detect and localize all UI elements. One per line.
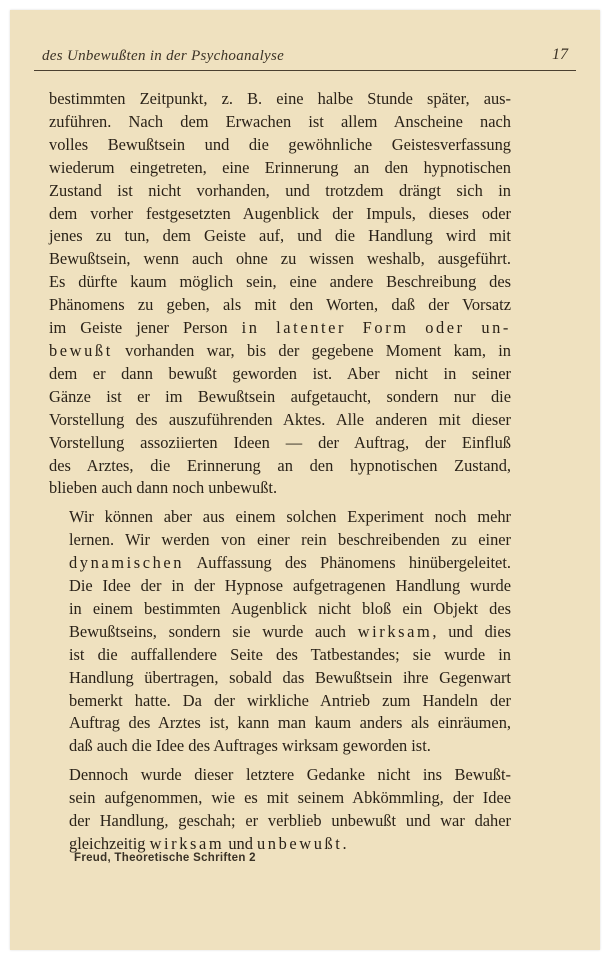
text-line — [49, 552, 511, 575]
text-segment: und — [224, 834, 257, 853]
text-segment: bemerkt hatte. Da der wirkliche Antrieb zum Handeln der — [69, 690, 511, 710]
text-line — [49, 644, 511, 667]
text-line — [49, 598, 511, 621]
text-segment: volles Bewußtsein und die gewöhnliche Geistesverfassung — [49, 134, 511, 154]
book-page — [10, 10, 600, 950]
text-segment: blieben auch dann noch unbewußt. — [49, 478, 278, 498]
text-segment: gleichzeitig — [69, 834, 150, 853]
text-segment: Phänomens zu geben, als mit den Worten, daß der Vorsatz — [49, 295, 511, 315]
text-line — [49, 506, 511, 529]
text-segment: in einem bestimmten Augenblick nicht bloß ein Objekt des — [69, 598, 511, 618]
text-segment: wiederum eingetreten, eine Erinnerung an den hypnotischen — [49, 157, 511, 177]
body-text — [49, 88, 511, 856]
text-segment: bestimmten Zeitpunkt, z. B. eine halbe Stunde später, aus- — [49, 89, 511, 108]
text-line — [49, 712, 511, 735]
text-line — [49, 271, 511, 294]
text-line — [49, 810, 511, 833]
text-segment: . — [342, 834, 347, 853]
text-segment: Gänze ist er im Bewußtsein aufgetaucht, sondern nur die — [49, 386, 511, 406]
text-line — [49, 432, 511, 455]
text-segment: Auftrag des Arztes ist, kann man kaum anders als einräumen, — [69, 713, 511, 733]
running-title: des Unbewußten in der Psychoanalyse — [42, 48, 285, 64]
text-segment: Es dürfte kaum möglich sein, eine andere Beschreibung des — [49, 272, 511, 292]
text-line — [49, 409, 511, 432]
paragraph-1 — [49, 88, 511, 500]
text-segment: im Geiste jener Person — [49, 318, 242, 338]
header-rule — [34, 70, 576, 71]
text-line — [49, 340, 511, 363]
text-line — [49, 690, 511, 713]
text-line — [49, 667, 511, 690]
emphasized-text: wirksam — [149, 834, 225, 853]
page-header — [34, 44, 576, 68]
text-segment: der Handlung, geschah; er verblieb unbewußt und war daher — [69, 811, 511, 831]
text-segment: Vorstellung assoziierten Ideen — der Auftrag, der Einfluß — [49, 432, 511, 452]
text-line — [49, 477, 511, 500]
emphasized-text: in latenter Form oder un- — [241, 318, 511, 338]
emphasized-text: dynamischen — [69, 553, 185, 573]
text-line — [49, 88, 511, 111]
text-line — [49, 180, 511, 203]
text-segment: Zustand ist nicht vorhanden, und trotzdem drängt sich in — [49, 180, 511, 200]
paragraph-2 — [49, 506, 511, 758]
text-line — [49, 157, 511, 180]
text-segment: sein aufgenommen, wie es mit seinem Abkömmling, der Idee — [69, 788, 511, 808]
text-line — [49, 363, 511, 386]
text-line — [49, 203, 511, 226]
text-segment: jenes zu tun, dem Geiste auf, und die Handlung wird mit — [49, 226, 511, 246]
text-line — [49, 455, 511, 478]
text-segment: dem er dann bewußt geworden ist. Aber nicht in seiner — [49, 363, 511, 383]
text-segment: Handlung übertragen, sobald das Bewußtsein ihre Gegenwart — [69, 667, 511, 687]
text-line — [49, 529, 511, 552]
text-segment: Dennoch wurde dieser letztere Gedanke nicht ins Bewußt- — [69, 765, 511, 785]
text-line — [49, 575, 511, 598]
text-line — [49, 386, 511, 409]
text-segment: Bewußtseins, sondern sie wurde auch — [69, 621, 358, 641]
text-line — [49, 248, 511, 271]
emphasized-text: bewußt — [49, 340, 113, 360]
text-segment: Bewußtsein, wenn auch ohne zu wissen weshalb, ausgeführt. — [49, 249, 511, 269]
text-line — [49, 225, 511, 248]
text-line — [49, 621, 511, 644]
text-line — [49, 787, 511, 810]
text-segment: Auffassung des Phänomens hinübergeleitet. — [184, 553, 511, 573]
text-segment: dem vorher festgesetzten Augenblick der Impuls, dieses oder — [49, 203, 511, 223]
text-segment: Vorstellung des auszuführenden Aktes. Alle anderen mit dieser — [49, 409, 511, 429]
text-segment: daß auch die Idee des Auftrages wirksam geworden ist. — [69, 736, 431, 756]
text-segment: ist die auffallendere Seite des Tatbestandes; sie wurde in — [69, 644, 511, 664]
text-segment: lernen. Wir werden von einer rein beschreibenden zu einer — [69, 530, 511, 550]
text-line — [49, 294, 511, 317]
text-segment: Wir können aber aus einem solchen Experiment noch mehr — [69, 507, 511, 527]
signature-mark: Freud, Theoretische Schriften 2 — [74, 852, 256, 864]
text-line — [49, 735, 511, 758]
text-segment: zuführen. Nach dem Erwachen ist allem Anscheine nach — [49, 111, 511, 131]
text-line — [49, 111, 511, 134]
text-segment: des Arztes, die Erinnerung an den hypnotischen Zustand, — [49, 455, 511, 475]
paragraph-3 — [49, 764, 511, 856]
text-line — [49, 134, 511, 157]
text-line — [49, 764, 511, 787]
page-number: 17 — [552, 46, 568, 63]
text-segment: Die Idee der in der Hypnose aufgetragenen Handlung wurde — [69, 576, 511, 596]
emphasized-text: unbewußt — [257, 834, 343, 853]
text-segment: vorhanden war, bis der gegebene Moment kam, in — [112, 340, 511, 360]
text-line — [49, 317, 511, 340]
text-segment: , und dies — [432, 621, 511, 641]
emphasized-text: wirksam — [357, 621, 433, 641]
